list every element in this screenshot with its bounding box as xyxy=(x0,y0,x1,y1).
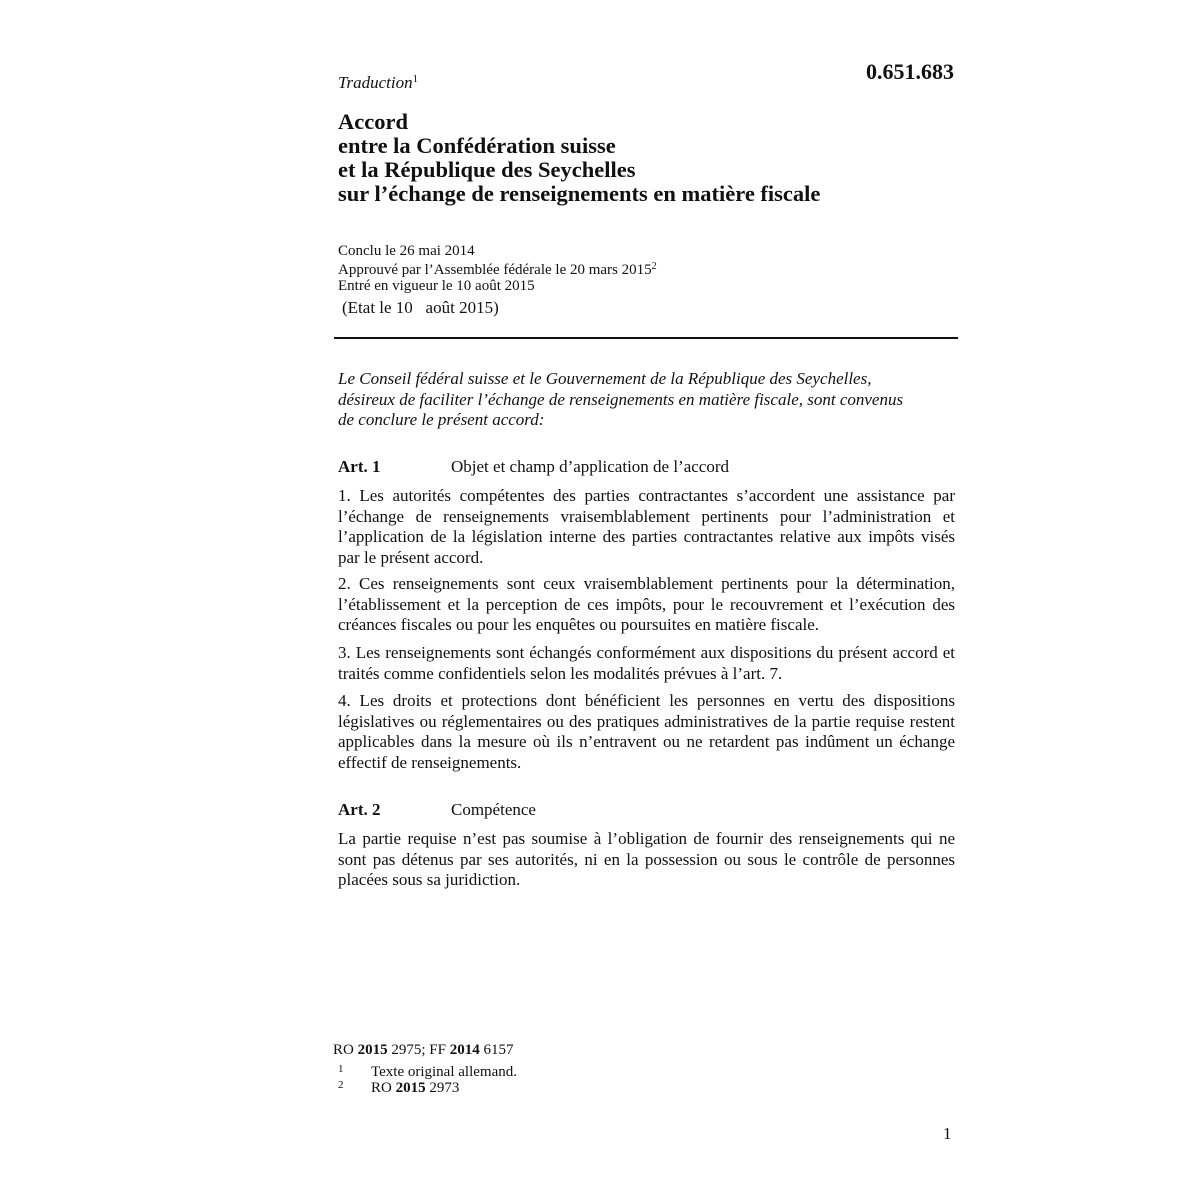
approved-text: Approuvé par l’Assemblée fédérale le 20 mars 2015 xyxy=(338,262,652,278)
article-number: Art. 2 xyxy=(338,800,381,819)
footnote-number: 1 xyxy=(338,1063,344,1075)
concluded-date: Conclu le 26 mai 2014 xyxy=(338,243,475,259)
ro-page: 2975; FF xyxy=(387,1042,450,1058)
ff-page: 6157 xyxy=(479,1042,514,1058)
footnote-text: Texte original allemand. xyxy=(371,1064,517,1080)
title-line: sur l’échange de renseignements en matière fiscale xyxy=(338,181,821,206)
page-number: 1 xyxy=(943,1124,952,1143)
footnote-suffix: 2973 xyxy=(425,1080,460,1096)
document-title xyxy=(338,110,820,206)
footnote-ref-2[interactable]: 2 xyxy=(651,261,657,272)
article-title: Objet et champ d’application de l’accord xyxy=(451,457,730,476)
title-line: Accord xyxy=(338,109,408,134)
document-number: 0.651.683 xyxy=(866,59,954,84)
article-1-paragraph-2: 2. Ces renseignements sont ceux vraisemblablement pertinents pour la détermination, l’établissement et la perception de ces impôts, pour le recouvrement et l’exécution des créances fiscales ou pour les enquêtes ou poursuites en matière fiscale. xyxy=(338,574,955,634)
ff-year: 2014 xyxy=(449,1042,480,1058)
footnote-year: 2015 xyxy=(395,1080,426,1096)
title-line: entre la Confédération suisse xyxy=(338,133,616,158)
preamble xyxy=(338,369,955,431)
preamble-line: désireux de faciliter l’échange de renseignements en matière fiscale, sont convenus xyxy=(338,389,904,409)
ro-prefix: RO xyxy=(333,1042,358,1058)
approved-date xyxy=(338,259,657,278)
status-date: (Etat le 10 août 2015) xyxy=(342,298,499,317)
footnote-number: 2 xyxy=(338,1079,344,1091)
translation-text: Traduction xyxy=(338,73,413,92)
preamble-line: Le Conseil fédéral suisse et le Gouvernement de la République des Seychelles, xyxy=(338,369,872,388)
article-1-paragraph-3: 3. Les renseignements sont échangés conformément aux dispositions du présent accord et traités comme confidentiels selon les modalités prévues à l’art. 7. xyxy=(338,643,955,683)
ro-year: 2015 xyxy=(357,1042,388,1058)
footnote-prefix: RO xyxy=(371,1080,396,1096)
article-1-paragraph-4: 4. Les droits et protections dont bénéficient les personnes en vertu des dispositions législatives ou réglementaires ou des pratiques administratives de la partie requise restent applicables dans la mesure où ils n’entravent ou ne retardent pas indûment un échange effectif de renseignements. xyxy=(338,691,955,772)
official-reference xyxy=(333,1042,513,1059)
entry-into-force-date: Entré en vigueur le 10 août 2015 xyxy=(338,278,535,294)
title-line: et la République des Seychelles xyxy=(338,157,636,182)
footnote-ref-1[interactable]: 1 xyxy=(412,73,419,85)
article-title: Compétence xyxy=(451,800,536,819)
article-1-paragraph-1: 1. Les autorités compétentes des parties contractantes s’accordent une assistance par l’échange de renseignements vraisemblablement pertinents pour l’administration et l’application de la législation interne des parties contractantes relative aux impôts visés par le présent accord. xyxy=(338,486,955,567)
footnote-text xyxy=(371,1080,459,1096)
article-number: Art. 1 xyxy=(338,457,381,476)
header-divider xyxy=(334,337,958,339)
document-metadata xyxy=(338,243,657,294)
preamble-line: de conclure le présent accord: xyxy=(338,410,545,429)
article-2-paragraph-1: La partie requise n’est pas soumise à l’obligation de fournir des renseignements qui ne sont pas détenus par ses autorités, ni en la possession ou sous le contrôle de personnes placées sous sa juridiction. xyxy=(338,829,955,889)
translation-label xyxy=(338,73,418,93)
